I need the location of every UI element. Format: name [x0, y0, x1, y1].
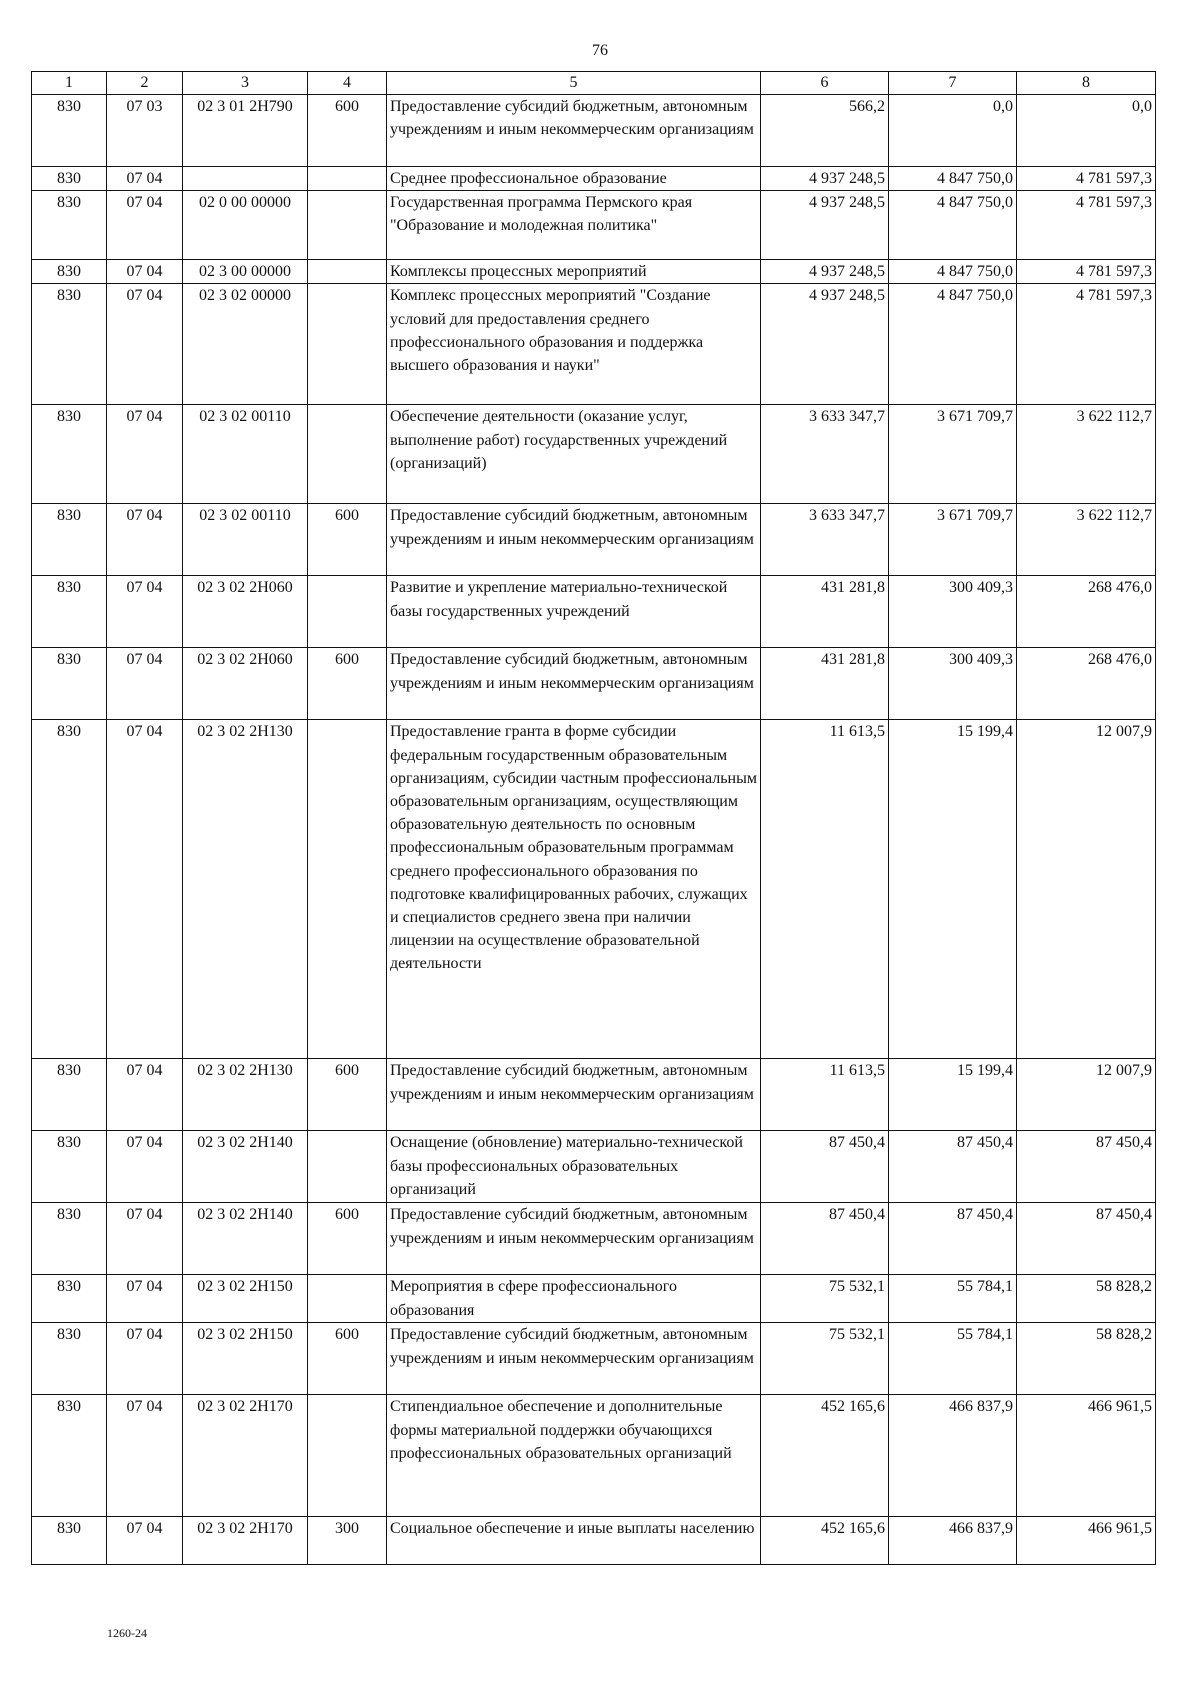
amount-col8-cell: 0,0: [1017, 95, 1156, 167]
description-cell: Оснащение (обновление) материально-технической базы профессиональных образовательных организаций: [387, 1131, 761, 1203]
amount-col8-cell: 466 961,5: [1017, 1517, 1156, 1565]
column-header: 6: [761, 72, 889, 95]
description-cell: Социальное обеспечение и иные выплаты населению: [387, 1517, 761, 1565]
table-row: [32, 1059, 1156, 1131]
amount-col8-cell: 12 007,9: [1017, 1059, 1156, 1131]
table-row: [32, 720, 1156, 1059]
amount-col8-cell: 4 781 597,3: [1017, 260, 1156, 284]
amount-col8-cell: 58 828,2: [1017, 1275, 1156, 1323]
section-code-cell: 07 04: [107, 284, 183, 405]
admin-code-cell: 830: [32, 405, 107, 504]
amount-col7-cell: 4 847 750,0: [889, 260, 1017, 284]
target-article-cell: 02 3 02 2Н170: [183, 1395, 308, 1517]
column-number-row: [32, 72, 1156, 95]
section-code-cell: 07 04: [107, 1395, 183, 1517]
target-article-cell: [183, 167, 308, 191]
admin-code-cell: 830: [32, 1131, 107, 1203]
description-cell: Предоставление субсидий бюджетным, автономным учреждениям и иным некоммерческим организациям: [387, 1323, 761, 1395]
amount-col8-cell: 268 476,0: [1017, 648, 1156, 720]
column-header: 4: [308, 72, 387, 95]
amount-col8-cell: 268 476,0: [1017, 576, 1156, 648]
amount-col6-cell: 11 613,5: [761, 1059, 889, 1131]
target-article-cell: 02 3 02 2Н060: [183, 648, 308, 720]
table-row: [32, 260, 1156, 284]
description-cell: Предоставление субсидий бюджетным, автономным учреждениям и иным некоммерческим организациям: [387, 504, 761, 576]
section-code-cell: 07 04: [107, 648, 183, 720]
expense-type-cell: [308, 191, 387, 260]
expense-type-cell: [308, 576, 387, 648]
budget-table: [31, 71, 1156, 1565]
description-cell: Предоставление субсидий бюджетным, автономным учреждениям и иным некоммерческим организациям: [387, 95, 761, 167]
column-header: 8: [1017, 72, 1156, 95]
table-row: [32, 191, 1156, 260]
admin-code-cell: 830: [32, 260, 107, 284]
admin-code-cell: 830: [32, 191, 107, 260]
amount-col8-cell: 58 828,2: [1017, 1323, 1156, 1395]
description-cell: Предоставление субсидий бюджетным, автономным учреждениям и иным некоммерческим организациям: [387, 648, 761, 720]
description-cell: Среднее профессиональное образование: [387, 167, 761, 191]
expense-type-cell: [308, 1275, 387, 1323]
section-code-cell: 07 04: [107, 1203, 183, 1275]
admin-code-cell: 830: [32, 1059, 107, 1131]
expense-type-cell: [308, 284, 387, 405]
target-article-cell: 02 3 02 00110: [183, 405, 308, 504]
target-article-cell: 02 3 00 00000: [183, 260, 308, 284]
amount-col7-cell: 4 847 750,0: [889, 284, 1017, 405]
amount-col8-cell: 3 622 112,7: [1017, 405, 1156, 504]
admin-code-cell: 830: [32, 1323, 107, 1395]
amount-col7-cell: 15 199,4: [889, 720, 1017, 1059]
amount-col6-cell: 452 165,6: [761, 1517, 889, 1565]
target-article-cell: 02 3 02 2Н140: [183, 1131, 308, 1203]
amount-col6-cell: 452 165,6: [761, 1395, 889, 1517]
table-row: [32, 284, 1156, 405]
expense-type-cell: 600: [308, 1323, 387, 1395]
amount-col7-cell: 466 837,9: [889, 1395, 1017, 1517]
amount-col6-cell: 4 937 248,5: [761, 167, 889, 191]
table-row: [32, 1323, 1156, 1395]
expense-type-cell: [308, 1131, 387, 1203]
expense-type-cell: [308, 260, 387, 284]
column-header: 7: [889, 72, 1017, 95]
admin-code-cell: 830: [32, 576, 107, 648]
admin-code-cell: 830: [32, 1275, 107, 1323]
table-row: [32, 1203, 1156, 1275]
expense-type-cell: [308, 167, 387, 191]
section-code-cell: 07 04: [107, 1517, 183, 1565]
amount-col8-cell: 4 781 597,3: [1017, 191, 1156, 260]
amount-col8-cell: 12 007,9: [1017, 720, 1156, 1059]
amount-col8-cell: 4 781 597,3: [1017, 167, 1156, 191]
admin-code-cell: 830: [32, 95, 107, 167]
target-article-cell: 02 3 02 2Н140: [183, 1203, 308, 1275]
amount-col7-cell: 3 671 709,7: [889, 405, 1017, 504]
column-header: 1: [32, 72, 107, 95]
amount-col6-cell: 11 613,5: [761, 720, 889, 1059]
amount-col6-cell: 431 281,8: [761, 576, 889, 648]
amount-col6-cell: 75 532,1: [761, 1275, 889, 1323]
column-header: 5: [387, 72, 761, 95]
target-article-cell: 02 3 02 2Н150: [183, 1323, 308, 1395]
amount-col7-cell: 55 784,1: [889, 1323, 1017, 1395]
amount-col6-cell: 87 450,4: [761, 1131, 889, 1203]
expense-type-cell: [308, 405, 387, 504]
target-article-cell: 02 3 02 2Н060: [183, 576, 308, 648]
page-number: 76: [592, 42, 608, 59]
admin-code-cell: 830: [32, 1517, 107, 1565]
amount-col8-cell: 3 622 112,7: [1017, 504, 1156, 576]
section-code-cell: 07 04: [107, 405, 183, 504]
table-row: [32, 1517, 1156, 1565]
table-row: [32, 1131, 1156, 1203]
description-cell: Мероприятия в сфере профессионального образования: [387, 1275, 761, 1323]
amount-col7-cell: 466 837,9: [889, 1517, 1017, 1565]
amount-col7-cell: 4 847 750,0: [889, 167, 1017, 191]
expense-type-cell: [308, 1395, 387, 1517]
expense-type-cell: 600: [308, 504, 387, 576]
amount-col6-cell: 75 532,1: [761, 1323, 889, 1395]
column-header: 2: [107, 72, 183, 95]
admin-code-cell: 830: [32, 167, 107, 191]
amount-col7-cell: 0,0: [889, 95, 1017, 167]
section-code-cell: 07 04: [107, 1323, 183, 1395]
section-code-cell: 07 04: [107, 576, 183, 648]
section-code-cell: 07 04: [107, 504, 183, 576]
description-cell: Обеспечение деятельности (оказание услуг, выполнение работ) государственных учреждений (организаций): [387, 405, 761, 504]
target-article-cell: 02 0 00 00000: [183, 191, 308, 260]
amount-col6-cell: 4 937 248,5: [761, 260, 889, 284]
admin-code-cell: 830: [32, 648, 107, 720]
admin-code-cell: 830: [32, 1395, 107, 1517]
amount-col7-cell: 15 199,4: [889, 1059, 1017, 1131]
section-code-cell: 07 04: [107, 191, 183, 260]
amount-col6-cell: 566,2: [761, 95, 889, 167]
description-cell: Стипендиальное обеспечение и дополнительные формы материальной поддержки обучающихся профессиональных образовательных организаций: [387, 1395, 761, 1517]
document-code: 1260-24: [107, 1626, 147, 1640]
amount-col8-cell: 4 781 597,3: [1017, 284, 1156, 405]
expense-type-cell: 600: [308, 1203, 387, 1275]
target-article-cell: 02 3 02 00110: [183, 504, 308, 576]
amount-col8-cell: 87 450,4: [1017, 1203, 1156, 1275]
table-row: [32, 95, 1156, 167]
target-article-cell: 02 3 02 2Н130: [183, 720, 308, 1059]
amount-col6-cell: 431 281,8: [761, 648, 889, 720]
column-header: 3: [183, 72, 308, 95]
target-article-cell: 02 3 02 2Н130: [183, 1059, 308, 1131]
section-code-cell: 07 04: [107, 1059, 183, 1131]
admin-code-cell: 830: [32, 504, 107, 576]
amount-col6-cell: 3 633 347,7: [761, 405, 889, 504]
section-code-cell: 07 04: [107, 1131, 183, 1203]
section-code-cell: 07 03: [107, 95, 183, 167]
description-cell: Развитие и укрепление материально-технической базы государственных учреждений: [387, 576, 761, 648]
table-row: [32, 1395, 1156, 1517]
section-code-cell: 07 04: [107, 167, 183, 191]
expense-type-cell: [308, 720, 387, 1059]
amount-col7-cell: 300 409,3: [889, 576, 1017, 648]
amount-col6-cell: 3 633 347,7: [761, 504, 889, 576]
expense-type-cell: 300: [308, 1517, 387, 1565]
section-code-cell: 07 04: [107, 1275, 183, 1323]
admin-code-cell: 830: [32, 1203, 107, 1275]
amount-col8-cell: 466 961,5: [1017, 1395, 1156, 1517]
table-row: [32, 504, 1156, 576]
amount-col7-cell: 300 409,3: [889, 648, 1017, 720]
amount-col6-cell: 4 937 248,5: [761, 284, 889, 405]
amount-col7-cell: 4 847 750,0: [889, 191, 1017, 260]
amount-col7-cell: 3 671 709,7: [889, 504, 1017, 576]
amount-col6-cell: 4 937 248,5: [761, 191, 889, 260]
section-code-cell: 07 04: [107, 720, 183, 1059]
description-cell: Комплексы процессных мероприятий: [387, 260, 761, 284]
expense-type-cell: 600: [308, 648, 387, 720]
amount-col7-cell: 87 450,4: [889, 1203, 1017, 1275]
admin-code-cell: 830: [32, 284, 107, 405]
target-article-cell: 02 3 02 2Н170: [183, 1517, 308, 1565]
target-article-cell: 02 3 02 00000: [183, 284, 308, 405]
table-row: [32, 405, 1156, 504]
description-cell: Комплекс процессных мероприятий "Создание условий для предоставления среднего профессионального образования и поддержка высшего образования и науки": [387, 284, 761, 405]
amount-col6-cell: 87 450,4: [761, 1203, 889, 1275]
table-row: [32, 576, 1156, 648]
description-cell: Предоставление субсидий бюджетным, автономным учреждениям и иным некоммерческим организациям: [387, 1203, 761, 1275]
amount-col7-cell: 87 450,4: [889, 1131, 1017, 1203]
table-row: [32, 1275, 1156, 1323]
expense-type-cell: 600: [308, 1059, 387, 1131]
expense-type-cell: 600: [308, 95, 387, 167]
target-article-cell: 02 3 01 2Н790: [183, 95, 308, 167]
table-row: [32, 648, 1156, 720]
description-cell: Государственная программа Пермского края "Образование и молодежная политика": [387, 191, 761, 260]
amount-col7-cell: 55 784,1: [889, 1275, 1017, 1323]
target-article-cell: 02 3 02 2Н150: [183, 1275, 308, 1323]
description-cell: Предоставление субсидий бюджетным, автономным учреждениям и иным некоммерческим организациям: [387, 1059, 761, 1131]
amount-col8-cell: 87 450,4: [1017, 1131, 1156, 1203]
section-code-cell: 07 04: [107, 260, 183, 284]
description-cell: Предоставление гранта в форме субсидии федеральным государственным образовательным организациям, субсидии частным профессиональным образовательным организациям, осуществляющим образовательную деятельность по основным профессиональным образовательным программам среднего профессионального образования по подготовке квалифицированных рабочих, служащих и специалистов среднего звена при наличии лицензии на осуществление образовательной деятельности: [387, 720, 761, 1059]
admin-code-cell: 830: [32, 720, 107, 1059]
table-row: [32, 167, 1156, 191]
